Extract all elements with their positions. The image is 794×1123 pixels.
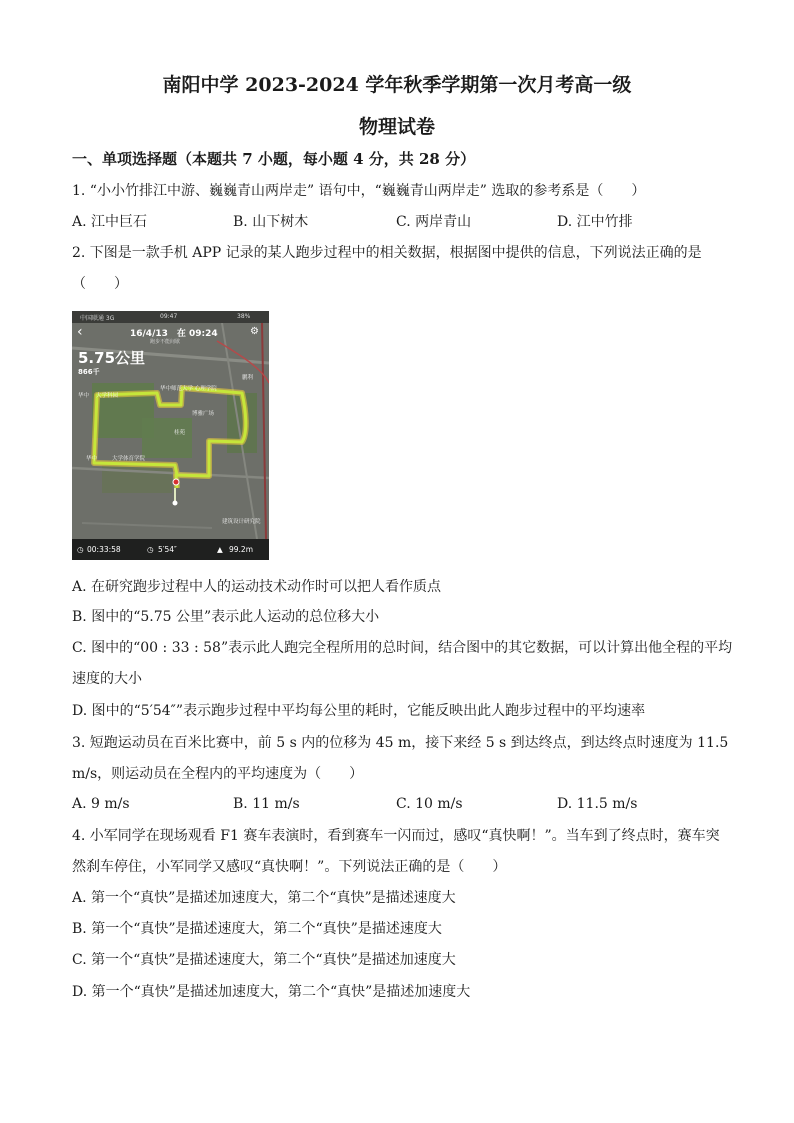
map-label: 鹏利 <box>242 375 254 381</box>
run-subtitle: 跑步不能间歇 <box>150 339 181 345</box>
q4-option-a: A. 第一个“真快”是描述加速度大，第二个“真快”是描述速度大 <box>72 890 456 906</box>
q3-option-a: A. 9 m/s <box>72 796 130 812</box>
run-calories: 866千 <box>78 368 100 376</box>
back-icon: ‹ <box>77 324 83 340</box>
q1-option-b: B. 山下树木 <box>233 214 309 230</box>
map-label: 华中师范大学 心理学院 <box>160 386 217 392</box>
run-elevation: 99.2m <box>229 545 254 554</box>
q2-stem-line2: （ ） <box>72 276 128 292</box>
q4-option-c: C. 第一个“真快”是描述速度大，第二个“真快”是描述加速度大 <box>72 952 456 968</box>
map-label: 桂苑 <box>174 430 186 436</box>
run-distance: 5.75公里 <box>78 349 146 367</box>
clock-icon: ◷ <box>77 545 84 554</box>
phone-status-bar <box>72 311 269 323</box>
app-header <box>72 323 269 347</box>
q4-option-b: B. 第一个“真快”是描述速度大，第二个“真快”是描述速度大 <box>72 921 442 937</box>
status-clock: 09:47 <box>160 313 178 320</box>
q2-option-a: A. 在研究跑步过程中人的运动技术动作时可以把人看作质点 <box>72 579 442 595</box>
q2-stem-line1: 2. 下图是一款手机 APP 记录的某人跑步过程中的相关数据，根据图中提供的信息，下列说法正确的是 <box>72 245 702 261</box>
mountain-icon: ▲ <box>217 545 223 554</box>
pace-icon: ◷ <box>147 545 154 554</box>
section-heading: 一、单项选择题（本题共 7 小题，每小题 4 分，共 28 分） <box>72 150 476 168</box>
map-label: 大学科园 <box>96 393 119 399</box>
q3-stem-line2: m/s，则运动员在全程内的平均速度为（ ） <box>72 766 364 782</box>
run-time: 00:33:58 <box>87 545 121 554</box>
q2-option-c-cont: 速度的大小 <box>72 671 142 687</box>
map-label: 大学体育学院 <box>112 456 146 462</box>
q4-stem-line2: 然刹车停住，小军同学又感叹“真快啊！”。下列说法正确的是（ ） <box>72 859 507 875</box>
carrier: 中国联通 3G <box>80 315 115 322</box>
run-pace: 5′54″ <box>158 545 177 554</box>
map-label: 建筑设计研究院 <box>222 519 261 525</box>
q1-stem: 1. “小小竹排江中游、巍巍青山两岸走” 语句中，“巍巍青山两岸走” 选取的参考系是（ ） <box>72 183 646 199</box>
map-label: 华中 <box>86 456 98 462</box>
q3-option-b: B. 11 m/s <box>233 796 300 812</box>
q3-option-c: C. 10 m/s <box>396 796 463 812</box>
q2-option-c: C. 图中的“00 : 33 : 58”表示此人跑完全程所用的总时间，结合图中的其它数据，可以计算出他全程的平均 <box>72 640 733 656</box>
q1-option-c: C. 两岸青山 <box>396 214 472 230</box>
q4-option-d: D. 第一个“真快”是描述加速度大，第二个“真快”是描述加速度大 <box>72 984 471 1000</box>
q2-option-b: B. 图中的“5.75 公里”表示此人运动的总位移大小 <box>72 609 380 625</box>
q4-stem-line1: 4. 小军同学在现场观看 F1 赛车表演时，看到赛车一闪而过，感叹“真快啊！”。当车到了终点时，赛车突 <box>72 828 720 844</box>
running-app-screenshot <box>72 311 269 560</box>
map-label: 华中 <box>78 393 90 399</box>
gear-icon: ⚙ <box>250 326 259 337</box>
q3-stem-line1: 3. 短跑运动员在百米比赛中，前 5 s 内的位移为 45 m，接下来经 5 s 到达终点，到达终点时速度为 11.5 <box>72 735 729 751</box>
run-stats-bar <box>72 539 269 560</box>
q3-option-d: D. 11.5 m/s <box>557 796 638 812</box>
q1-option-d: D. 江中竹排 <box>557 214 633 230</box>
exam-title: 南阳中学 2023-2024 学年秋季学期第一次月考高一级 <box>162 74 632 96</box>
q2-option-d: D. 图中的“5′54″”表示跑步过程中平均每公里的耗时，它能反映出此人跑步过程中的平均速率 <box>72 703 646 719</box>
run-date: 16/4/13 在 09:24 <box>130 329 218 339</box>
exam-subtitle: 物理试卷 <box>358 116 435 138</box>
q1-option-a: A. 江中巨石 <box>72 214 148 230</box>
map-label: 博雅广场 <box>192 411 215 417</box>
battery-level: 38% <box>237 313 251 320</box>
